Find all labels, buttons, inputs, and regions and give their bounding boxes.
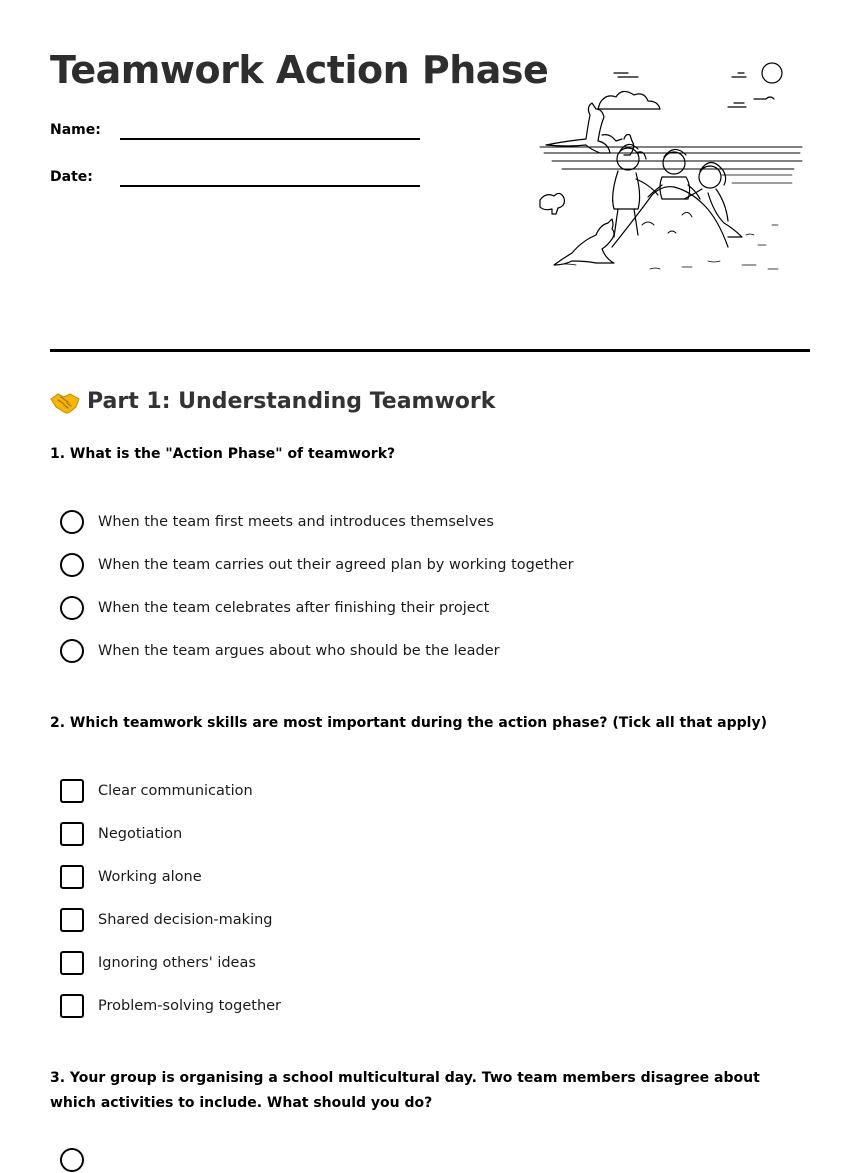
- option-label: Problem-solving together: [98, 998, 282, 1014]
- q2-option-b[interactable]: [60, 821, 182, 847]
- option-label: Ignoring others' ideas: [98, 955, 256, 971]
- radio-button[interactable]: [60, 596, 84, 620]
- handshake-icon: [50, 390, 80, 414]
- date-field[interactable]: [50, 169, 430, 197]
- kangaroo-icon: [554, 219, 614, 265]
- name-label: Name:: [50, 122, 101, 138]
- radio-button[interactable]: [60, 510, 84, 534]
- section-heading-part-1: [50, 389, 495, 414]
- date-label: Date:: [50, 169, 93, 185]
- worksheet-page: [50, 0, 810, 1161]
- checkbox[interactable]: [60, 865, 84, 889]
- section-divider: [50, 349, 810, 352]
- sun-icon: [762, 63, 782, 83]
- child-figure-icon: [663, 152, 685, 174]
- q3-option-a[interactable]: [60, 1147, 98, 1173]
- option-label: Clear communication: [98, 783, 253, 799]
- q1-option-c[interactable]: [60, 595, 489, 621]
- option-label: When the team argues about who should be the leader: [98, 643, 500, 659]
- option-label: Shared decision-making: [98, 912, 273, 928]
- question-2: 2. Which teamwork skills are most important during the action phase? (Tick all that apply): [50, 715, 767, 731]
- section-heading-text: Part 1: Understanding Teamwork: [87, 389, 496, 414]
- option-label: Working alone: [98, 869, 202, 885]
- page-title: Teamwork Action Phase: [50, 48, 549, 92]
- option-label: When the team celebrates after finishing their project: [98, 600, 490, 616]
- checkbox[interactable]: [60, 779, 84, 803]
- q1-option-a[interactable]: [60, 509, 494, 535]
- kangaroo-icon: [546, 103, 610, 153]
- radio-button[interactable]: [60, 553, 84, 577]
- question-3: 3. Your group is organising a school multicultural day. Two team members disagree about which activities to include. What should you do?: [50, 1070, 760, 1111]
- beach-sandcastle-illustration: [532, 55, 807, 280]
- checkbox[interactable]: [60, 994, 84, 1018]
- date-write-line[interactable]: [120, 185, 420, 187]
- q2-option-c[interactable]: [60, 864, 202, 890]
- q1-option-b[interactable]: [60, 552, 574, 578]
- option-label: When the team carries out their agreed plan by working together: [98, 557, 574, 573]
- cloud-icon: [598, 91, 660, 109]
- wallaby-icon: [540, 193, 564, 214]
- sandcastle-icon: [612, 187, 728, 247]
- radio-button[interactable]: [60, 639, 84, 663]
- name-field[interactable]: [50, 122, 430, 150]
- q2-option-f[interactable]: [60, 993, 281, 1019]
- name-write-line[interactable]: [120, 138, 420, 140]
- q2-option-a[interactable]: [60, 778, 253, 804]
- option-label: Negotiation: [98, 826, 183, 842]
- option-label: When the team first meets and introduces themselves: [98, 514, 494, 530]
- question-1: 1. What is the "Action Phase" of teamwork?: [50, 446, 396, 462]
- checkbox[interactable]: [60, 822, 84, 846]
- q2-option-d[interactable]: [60, 907, 273, 933]
- radio-button[interactable]: [60, 1148, 84, 1172]
- q2-option-e[interactable]: [60, 950, 256, 976]
- q1-option-d[interactable]: [60, 638, 500, 664]
- checkbox[interactable]: [60, 951, 84, 975]
- checkbox[interactable]: [60, 908, 84, 932]
